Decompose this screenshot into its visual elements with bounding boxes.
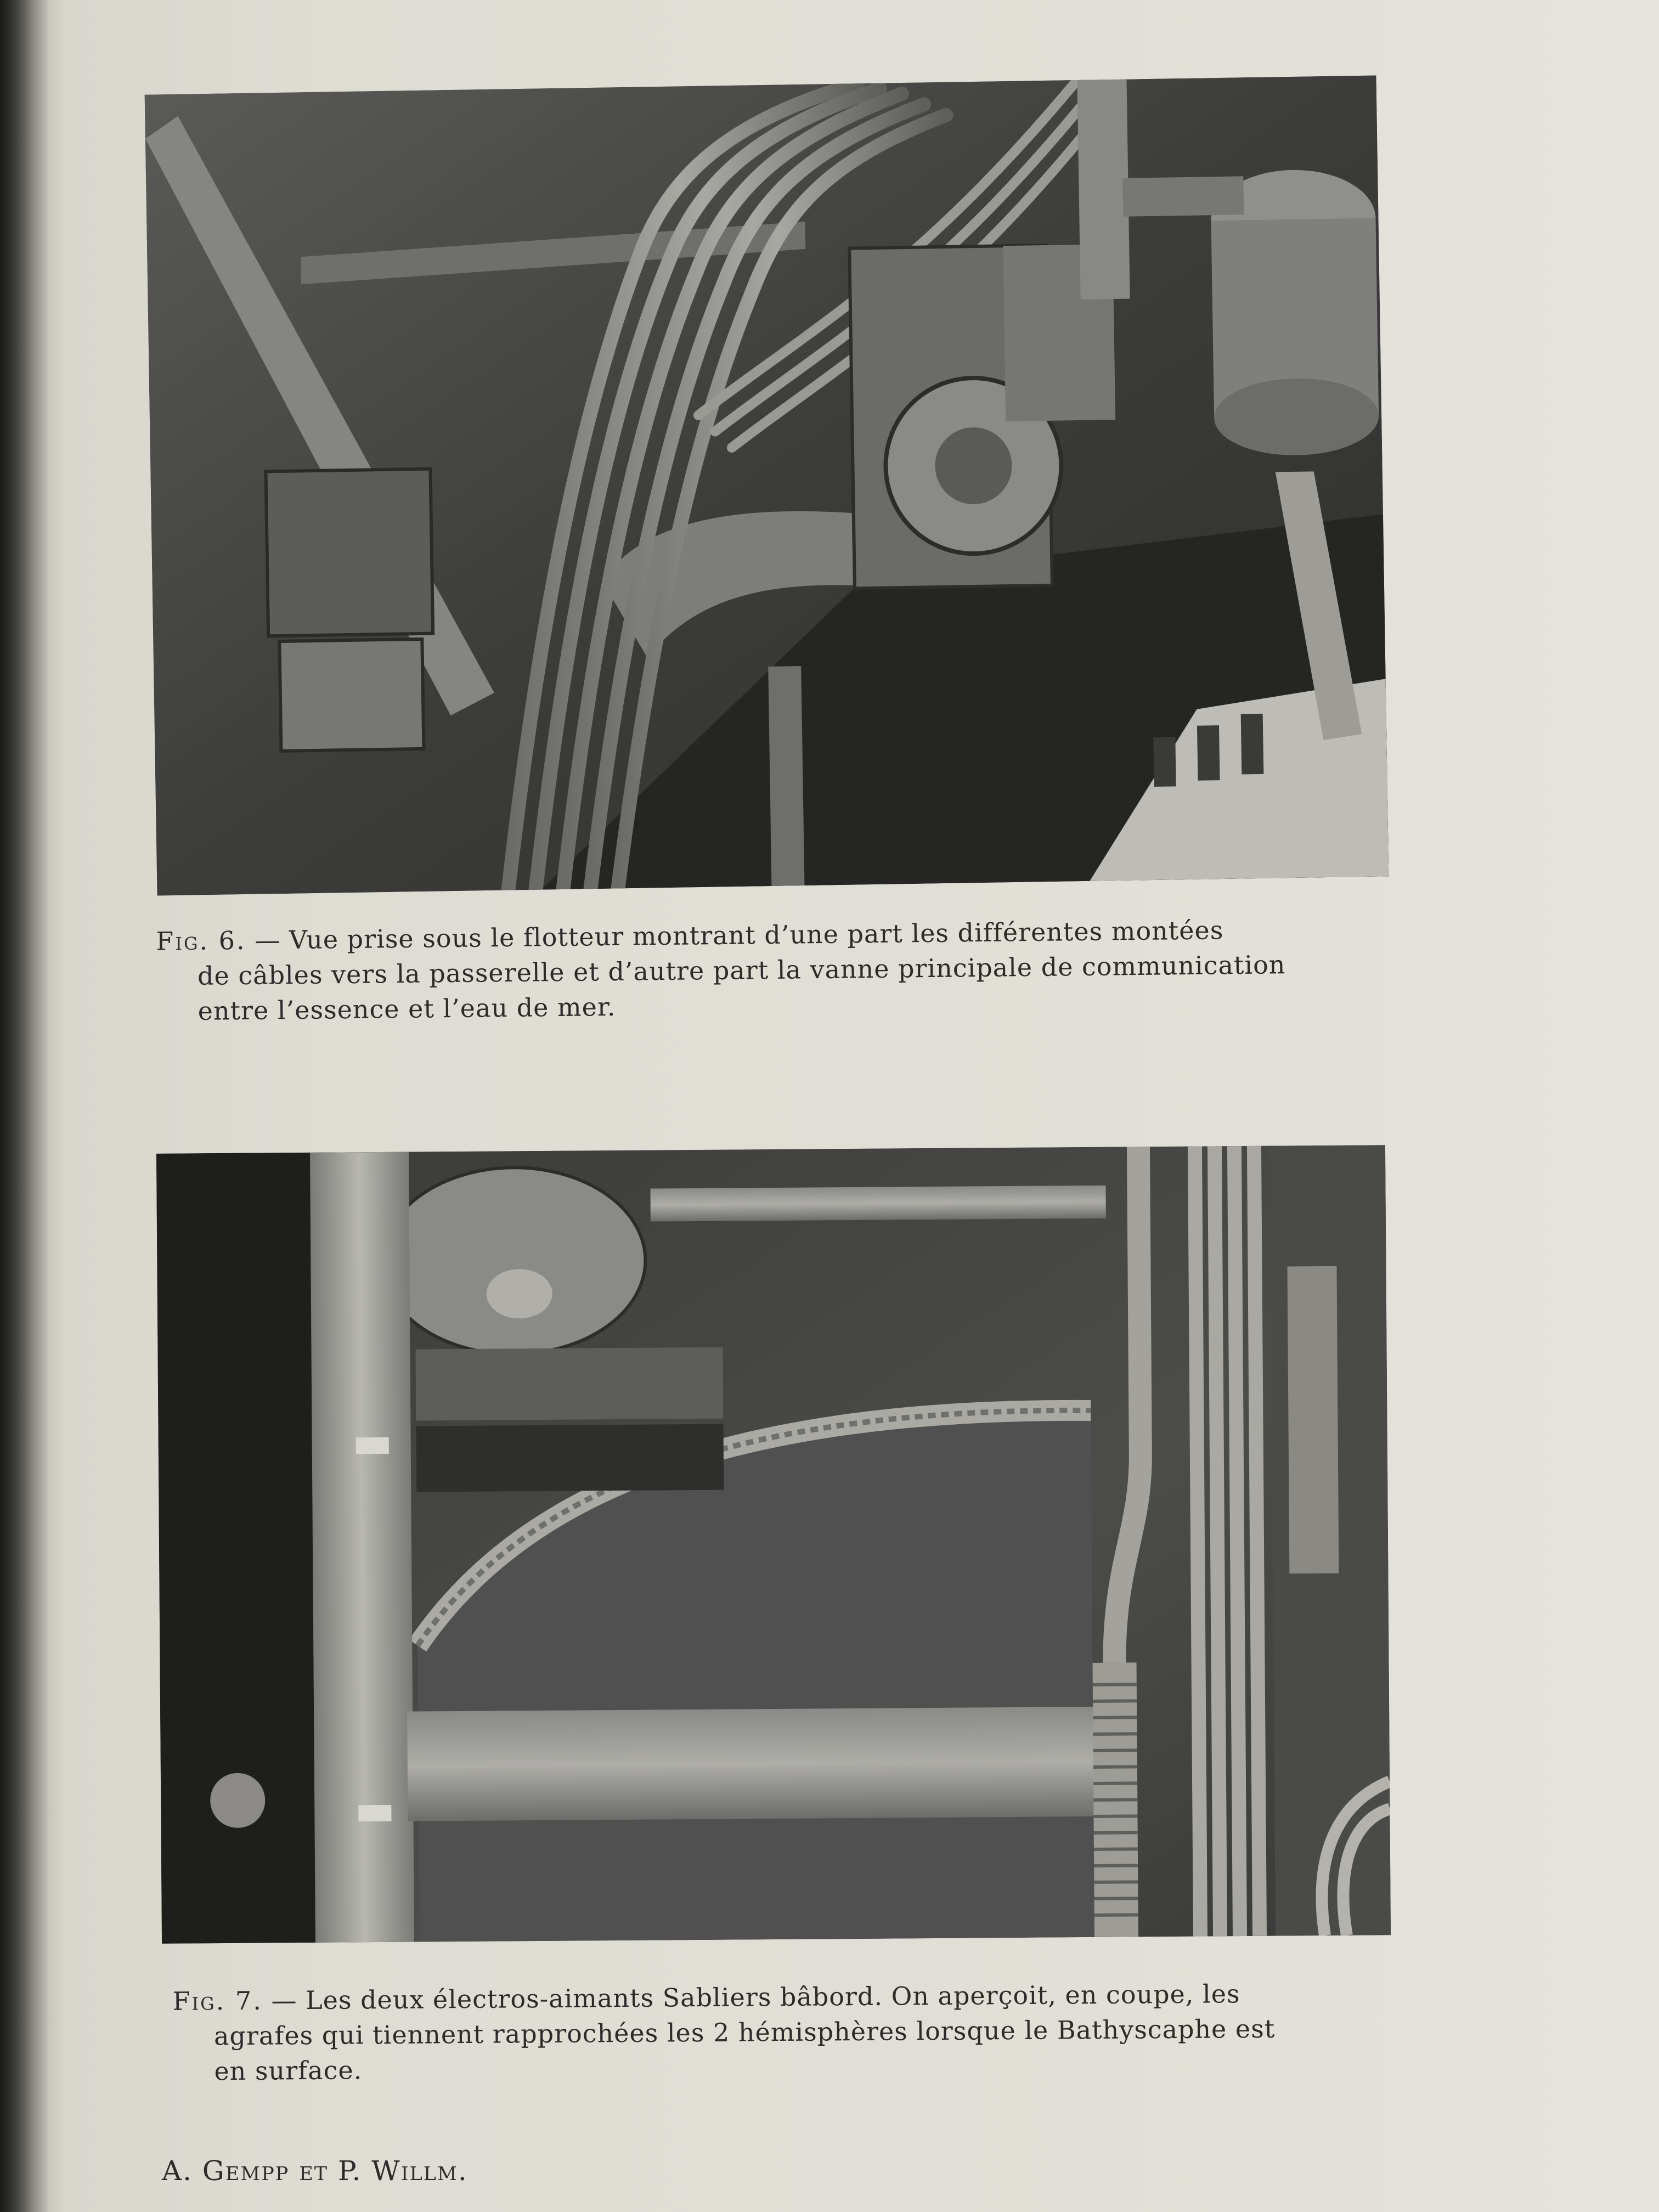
page-edge-shadow — [0, 0, 49, 2212]
figure-label: Fig. 6. — [156, 925, 246, 956]
caption-line: agrafes qui tiennent rapprochées les 2 hémisphères lorsque le Bathyscaphe est — [213, 2013, 1276, 2051]
caption-line: entre l’essence et l’eau de mer. — [198, 991, 616, 1026]
caption-line: de câbles vers la passerelle et d’autre part la vanne principale de communication — [197, 950, 1286, 991]
caption-text: — Les deux électros-aimants Sabliers bâbord. On aperçoit, en coupe, les — [271, 1979, 1240, 2016]
figure-7-photo — [156, 1145, 1391, 1944]
authors-footer: A. Gempp et P. Willm. — [162, 2155, 468, 2187]
figure-label: Fig. 7. — [172, 1985, 263, 2016]
caption-line: en surface. — [214, 2055, 363, 2086]
figure-6-photo — [145, 75, 1389, 895]
figure-6-caption — [156, 911, 1383, 1029]
figure-7-caption — [172, 1975, 1391, 2089]
caption-text: — Vue prise sous le flotteur montrant d’une part les différentes montées — [254, 915, 1224, 955]
